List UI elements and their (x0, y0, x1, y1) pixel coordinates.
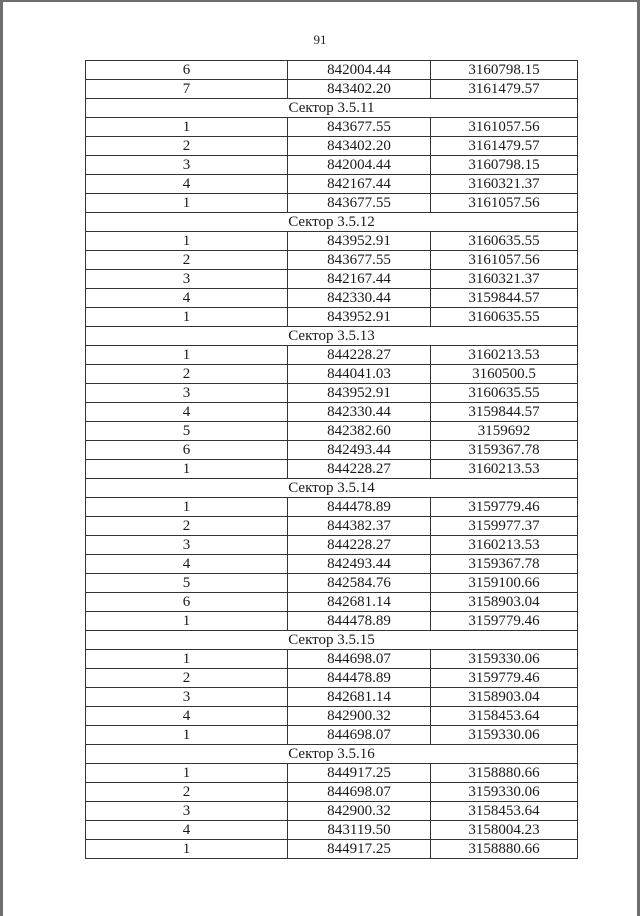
table-row (86, 517, 578, 536)
point-number-cell: 3 (86, 270, 288, 289)
point-number-cell: 1 (86, 308, 288, 327)
y-coordinate-cell: 3159779.46 (431, 612, 578, 631)
x-coordinate-cell: 843952.91 (288, 384, 431, 403)
point-number-cell: 6 (86, 593, 288, 612)
point-number-cell: 2 (86, 137, 288, 156)
point-number-cell: 4 (86, 403, 288, 422)
x-coordinate-cell: 842330.44 (288, 403, 431, 422)
y-coordinate-cell: 3158004.23 (431, 821, 578, 840)
document-page (3, 2, 637, 916)
y-coordinate-cell: 3159977.37 (431, 517, 578, 536)
x-coordinate-cell: 844917.25 (288, 764, 431, 783)
y-coordinate-cell: 3159844.57 (431, 403, 578, 422)
y-coordinate-cell: 3160798.15 (431, 156, 578, 175)
y-coordinate-cell: 3159367.78 (431, 441, 578, 460)
y-coordinate-cell: 3160798.15 (431, 61, 578, 80)
x-coordinate-cell: 844228.27 (288, 346, 431, 365)
table-row (86, 137, 578, 156)
y-coordinate-cell: 3159844.57 (431, 289, 578, 308)
table-row (86, 403, 578, 422)
table-row (86, 365, 578, 384)
sector-title: Сектор 3.5.11 (86, 99, 578, 118)
y-coordinate-cell: 3159367.78 (431, 555, 578, 574)
point-number-cell: 2 (86, 365, 288, 384)
x-coordinate-cell: 843677.55 (288, 251, 431, 270)
point-number-cell: 3 (86, 384, 288, 403)
table-row (86, 308, 578, 327)
y-coordinate-cell: 3159330.06 (431, 650, 578, 669)
y-coordinate-cell: 3160321.37 (431, 175, 578, 194)
x-coordinate-cell: 844041.03 (288, 365, 431, 384)
x-coordinate-cell: 842382.60 (288, 422, 431, 441)
sector-header-row (86, 327, 578, 346)
table-row (86, 840, 578, 859)
sector-title: Сектор 3.5.15 (86, 631, 578, 650)
y-coordinate-cell: 3158453.64 (431, 707, 578, 726)
x-coordinate-cell: 844382.37 (288, 517, 431, 536)
y-coordinate-cell: 3158453.64 (431, 802, 578, 821)
y-coordinate-cell: 3161057.56 (431, 194, 578, 213)
y-coordinate-cell: 3159330.06 (431, 726, 578, 745)
point-number-cell: 1 (86, 764, 288, 783)
table-row (86, 460, 578, 479)
table-row (86, 612, 578, 631)
x-coordinate-cell: 843402.20 (288, 137, 431, 156)
x-coordinate-cell: 842167.44 (288, 270, 431, 289)
table-row (86, 574, 578, 593)
y-coordinate-cell: 3160635.55 (431, 308, 578, 327)
y-coordinate-cell: 3158880.66 (431, 764, 578, 783)
point-number-cell: 1 (86, 840, 288, 859)
x-coordinate-cell: 842681.14 (288, 688, 431, 707)
table-row (86, 232, 578, 251)
table-row (86, 688, 578, 707)
point-number-cell: 2 (86, 251, 288, 270)
table-row (86, 498, 578, 517)
y-coordinate-cell: 3160213.53 (431, 346, 578, 365)
point-number-cell: 1 (86, 232, 288, 251)
point-number-cell: 3 (86, 688, 288, 707)
table-row (86, 707, 578, 726)
coordinates-table (85, 60, 578, 859)
y-coordinate-cell: 3161479.57 (431, 80, 578, 99)
y-coordinate-cell: 3160321.37 (431, 270, 578, 289)
x-coordinate-cell: 842004.44 (288, 156, 431, 175)
x-coordinate-cell: 843119.50 (288, 821, 431, 840)
y-coordinate-cell: 3160213.53 (431, 460, 578, 479)
table-row (86, 80, 578, 99)
sector-header-row (86, 479, 578, 498)
point-number-cell: 2 (86, 783, 288, 802)
x-coordinate-cell: 842493.44 (288, 441, 431, 460)
y-coordinate-cell: 3159100.66 (431, 574, 578, 593)
x-coordinate-cell: 842900.32 (288, 802, 431, 821)
y-coordinate-cell: 3159779.46 (431, 498, 578, 517)
table-row (86, 593, 578, 612)
table-row (86, 536, 578, 555)
table-row (86, 821, 578, 840)
sector-header-row (86, 213, 578, 232)
table-row (86, 156, 578, 175)
x-coordinate-cell: 844698.07 (288, 783, 431, 802)
sector-title: Сектор 3.5.13 (86, 327, 578, 346)
table-row (86, 802, 578, 821)
table-row (86, 346, 578, 365)
table-row (86, 384, 578, 403)
point-number-cell: 1 (86, 118, 288, 137)
table-row (86, 194, 578, 213)
x-coordinate-cell: 842681.14 (288, 593, 431, 612)
point-number-cell: 6 (86, 61, 288, 80)
point-number-cell: 3 (86, 156, 288, 175)
y-coordinate-cell: 3159330.06 (431, 783, 578, 802)
table-row (86, 764, 578, 783)
point-number-cell: 1 (86, 194, 288, 213)
point-number-cell: 1 (86, 346, 288, 365)
point-number-cell: 3 (86, 536, 288, 555)
x-coordinate-cell: 844228.27 (288, 536, 431, 555)
point-number-cell: 4 (86, 175, 288, 194)
point-number-cell: 2 (86, 517, 288, 536)
x-coordinate-cell: 843952.91 (288, 232, 431, 251)
y-coordinate-cell: 3161057.56 (431, 251, 578, 270)
x-coordinate-cell: 842004.44 (288, 61, 431, 80)
y-coordinate-cell: 3159692 (431, 422, 578, 441)
x-coordinate-cell: 843677.55 (288, 194, 431, 213)
y-coordinate-cell: 3158903.04 (431, 593, 578, 612)
table-row (86, 175, 578, 194)
sector-header-row (86, 99, 578, 118)
x-coordinate-cell: 844917.25 (288, 840, 431, 859)
sector-title: Сектор 3.5.16 (86, 745, 578, 764)
y-coordinate-cell: 3161479.57 (431, 137, 578, 156)
x-coordinate-cell: 842584.76 (288, 574, 431, 593)
x-coordinate-cell: 844228.27 (288, 460, 431, 479)
x-coordinate-cell: 844698.07 (288, 726, 431, 745)
coordinates-table-body (86, 61, 578, 859)
sector-title: Сектор 3.5.12 (86, 213, 578, 232)
table-row (86, 441, 578, 460)
table-row (86, 783, 578, 802)
point-number-cell: 5 (86, 422, 288, 441)
y-coordinate-cell: 3160635.55 (431, 384, 578, 403)
point-number-cell: 6 (86, 441, 288, 460)
point-number-cell: 1 (86, 726, 288, 745)
table-row (86, 118, 578, 137)
x-coordinate-cell: 844698.07 (288, 650, 431, 669)
point-number-cell: 3 (86, 802, 288, 821)
sector-title: Сектор 3.5.14 (86, 479, 578, 498)
x-coordinate-cell: 842167.44 (288, 175, 431, 194)
page-number: 91 (313, 32, 327, 47)
table-row (86, 61, 578, 80)
x-coordinate-cell: 844478.89 (288, 498, 431, 517)
point-number-cell: 4 (86, 821, 288, 840)
y-coordinate-cell: 3159779.46 (431, 669, 578, 688)
point-number-cell: 1 (86, 650, 288, 669)
x-coordinate-cell: 842330.44 (288, 289, 431, 308)
point-number-cell: 7 (86, 80, 288, 99)
y-coordinate-cell: 3161057.56 (431, 118, 578, 137)
x-coordinate-cell: 844478.89 (288, 669, 431, 688)
y-coordinate-cell: 3160635.55 (431, 232, 578, 251)
table-row (86, 726, 578, 745)
y-coordinate-cell: 3160213.53 (431, 536, 578, 555)
point-number-cell: 4 (86, 555, 288, 574)
sector-header-row (86, 631, 578, 650)
y-coordinate-cell: 3158880.66 (431, 840, 578, 859)
y-coordinate-cell: 3158903.04 (431, 688, 578, 707)
table-row (86, 650, 578, 669)
x-coordinate-cell: 844478.89 (288, 612, 431, 631)
y-coordinate-cell: 3160500.5 (431, 365, 578, 384)
x-coordinate-cell: 843402.20 (288, 80, 431, 99)
table-row (86, 555, 578, 574)
point-number-cell: 4 (86, 289, 288, 308)
x-coordinate-cell: 842900.32 (288, 707, 431, 726)
x-coordinate-cell: 842493.44 (288, 555, 431, 574)
x-coordinate-cell: 843952.91 (288, 308, 431, 327)
table-row (86, 669, 578, 688)
point-number-cell: 5 (86, 574, 288, 593)
point-number-cell: 1 (86, 460, 288, 479)
table-row (86, 251, 578, 270)
x-coordinate-cell: 843677.55 (288, 118, 431, 137)
point-number-cell: 4 (86, 707, 288, 726)
point-number-cell: 1 (86, 498, 288, 517)
point-number-cell: 1 (86, 612, 288, 631)
sector-header-row (86, 745, 578, 764)
table-row (86, 270, 578, 289)
point-number-cell: 2 (86, 669, 288, 688)
table-row (86, 289, 578, 308)
table-row (86, 422, 578, 441)
